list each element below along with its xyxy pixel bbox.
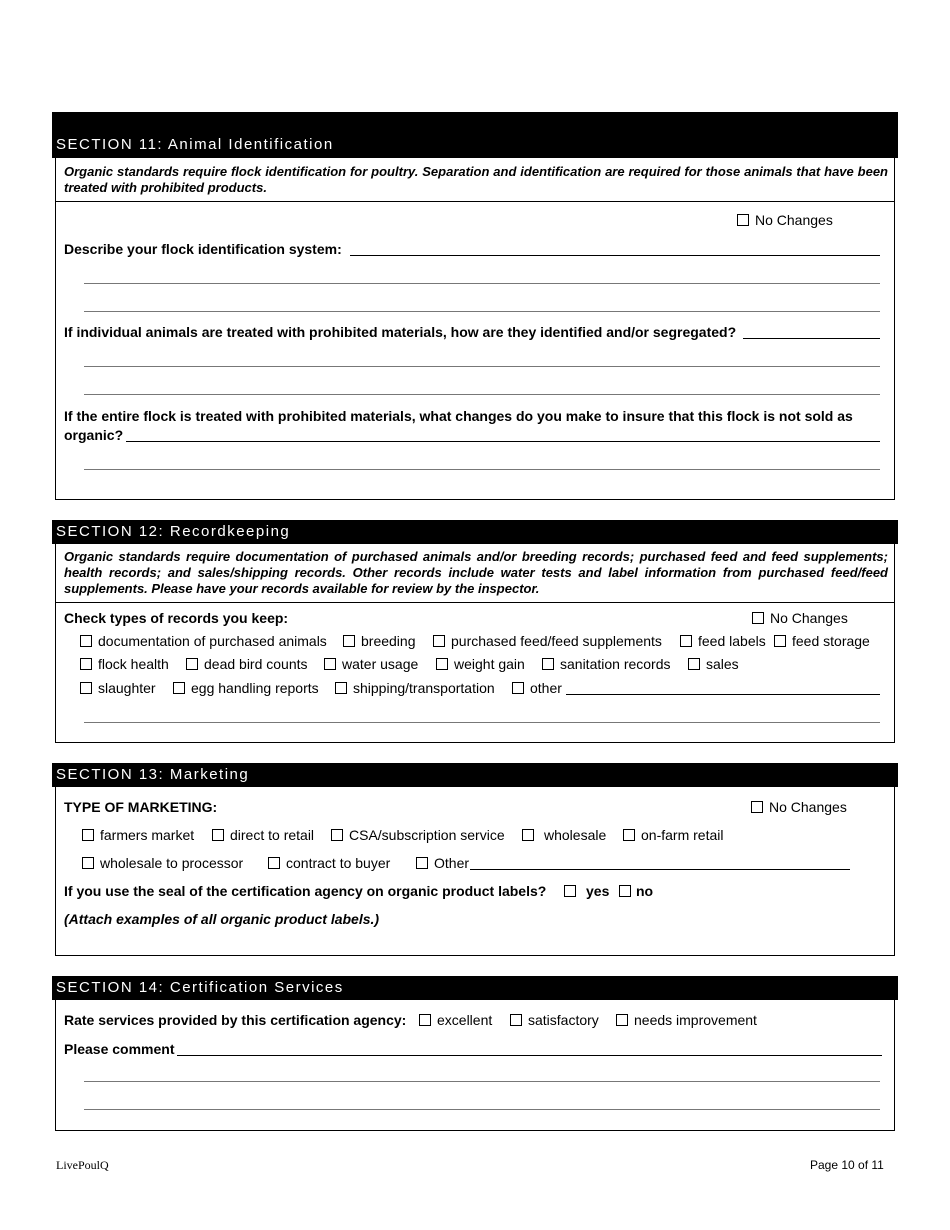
- section-14-header: [52, 976, 898, 1000]
- s12-cb-feed-storage[interactable]: [774, 635, 786, 647]
- s12-cb-flock-health[interactable]: [80, 658, 92, 670]
- section-13-title: SECTION 13: Marketing: [56, 766, 250, 783]
- footer-page-number: Page 10 of 11: [810, 1158, 884, 1172]
- s12-opt-feed-storage: feed storage: [792, 633, 870, 649]
- s14-rate-label: Rate services provided by this certification agency:: [64, 1012, 407, 1028]
- s12-opt-water-usage: water usage: [342, 656, 419, 672]
- s13-opt-farmers-market: farmers market: [100, 827, 195, 843]
- s12-cb-documentation[interactable]: [80, 635, 92, 647]
- s13-cb-farmers-market[interactable]: [82, 829, 94, 841]
- section-12-header: [52, 520, 898, 544]
- s13-cb-on-farm-retail[interactable]: [623, 829, 635, 841]
- section-11-title: SECTION 11: Animal Identification: [56, 136, 334, 153]
- s12-other-line[interactable]: [566, 694, 880, 695]
- s14-comment-line[interactable]: [177, 1055, 882, 1056]
- section-12-intro: Organic standards require documentation of purchased animals and/or breeding records; purchased feed and feed supplements; health records; and sales/shipping records. Other records include water tests and label information from purchased feed/feed supplements. Please have your records available for review by the inspector.: [64, 549, 888, 596]
- s14-comment-line-2[interactable]: [84, 1081, 880, 1082]
- section-11-header: [52, 112, 898, 158]
- section-14-title: SECTION 14: Certification Services: [56, 979, 344, 996]
- s11-no-changes-label: No Changes: [755, 212, 833, 228]
- s13-cb-wholesale[interactable]: [522, 829, 534, 841]
- s13-other-line[interactable]: [470, 869, 850, 870]
- s14-opt-needs-improvement: needs improvement: [634, 1012, 757, 1028]
- s13-cb-no[interactable]: [619, 885, 631, 897]
- section-12-divider: [56, 602, 894, 603]
- s13-cb-other[interactable]: [416, 857, 428, 869]
- s12-cb-sales[interactable]: [688, 658, 700, 670]
- s14-comment-label: Please comment: [64, 1041, 175, 1057]
- s11-q1-label: Describe your flock identification system:: [64, 241, 342, 257]
- s12-opt-sales: sales: [706, 656, 739, 672]
- s12-opt-purchased-feed: purchased feed/feed supplements: [451, 633, 662, 649]
- s13-opt-direct-to-retail: direct to retail: [230, 827, 315, 843]
- s12-cb-egg-handling[interactable]: [173, 682, 185, 694]
- s12-cb-sanitation-records[interactable]: [542, 658, 554, 670]
- s13-no-label: no: [636, 883, 654, 899]
- s11-q2-label: If individual animals are treated with prohibited materials, how are they identified and/or segregated?: [64, 324, 737, 340]
- s13-no-changes-label: No Changes: [769, 799, 847, 815]
- s12-no-changes-label: No Changes: [770, 610, 848, 626]
- s12-cb-feed-labels[interactable]: [680, 635, 692, 647]
- s11-q3-label-line2: organic?: [64, 427, 124, 443]
- s12-cb-water-usage[interactable]: [324, 658, 336, 670]
- s12-cb-slaughter[interactable]: [80, 682, 92, 694]
- s12-check-label: Check types of records you keep:: [64, 610, 289, 626]
- s13-no-changes-checkbox[interactable]: [751, 801, 763, 813]
- s12-no-changes-checkbox[interactable]: [752, 612, 764, 624]
- s13-cb-csa[interactable]: [331, 829, 343, 841]
- s12-cb-weight-gain[interactable]: [436, 658, 448, 670]
- s12-opt-documentation: documentation of purchased animals: [98, 633, 327, 649]
- footer-form-code: LivePoulQ: [56, 1158, 109, 1172]
- s13-opt-wholesale: wholesale: [544, 827, 607, 843]
- s12-cb-other[interactable]: [512, 682, 524, 694]
- section-11-divider: [56, 201, 894, 202]
- s12-cb-dead-bird-counts[interactable]: [186, 658, 198, 670]
- s14-cb-satisfactory[interactable]: [510, 1014, 522, 1026]
- s11-q3-answer-line[interactable]: [126, 441, 880, 442]
- s11-q2-answer-line[interactable]: [743, 338, 880, 339]
- s12-opt-weight-gain: weight gain: [454, 656, 525, 672]
- s13-opt-wholesale-processor: wholesale to processor: [100, 855, 244, 871]
- s11-q3-label-line1: If the entire flock is treated with prohibited materials, what changes do you make to insure that this flock is not sold as: [64, 408, 853, 424]
- s13-opt-on-farm-retail: on-farm retail: [641, 827, 724, 843]
- s13-cb-wholesale-processor[interactable]: [82, 857, 94, 869]
- s12-opt-feed-labels: feed labels: [698, 633, 766, 649]
- s13-cb-contract-buyer[interactable]: [268, 857, 280, 869]
- section-11-intro: Organic standards require flock identification for poultry. Separation and identification are required for those animals that have been treated with prohibited products.: [64, 164, 888, 195]
- s13-type-label: TYPE OF MARKETING:: [64, 799, 218, 815]
- s13-seal-question: If you use the seal of the certification agency on organic product labels?: [64, 883, 547, 899]
- s12-opt-slaughter: slaughter: [98, 680, 156, 696]
- s12-opt-sanitation-records: sanitation records: [560, 656, 671, 672]
- s14-opt-satisfactory: satisfactory: [528, 1012, 599, 1028]
- s14-opt-excellent: excellent: [437, 1012, 493, 1028]
- s14-cb-needs-improvement[interactable]: [616, 1014, 628, 1026]
- s12-opt-other: other: [530, 680, 562, 696]
- s11-q1-answer-line-2[interactable]: [84, 283, 880, 284]
- s12-opt-shipping: shipping/transportation: [353, 680, 495, 696]
- s12-cb-breeding[interactable]: [343, 635, 355, 647]
- s11-q3-answer-line-2[interactable]: [84, 469, 880, 470]
- section-13-header: [52, 763, 898, 787]
- s12-opt-dead-bird-counts: dead bird counts: [204, 656, 308, 672]
- s13-opt-contract-buyer: contract to buyer: [286, 855, 391, 871]
- s11-q1-answer-line-3[interactable]: [84, 311, 880, 312]
- s12-opt-flock-health: flock health: [98, 656, 169, 672]
- s11-q2-answer-line-2[interactable]: [84, 366, 880, 367]
- s11-q1-answer-line[interactable]: [350, 255, 880, 256]
- s12-cb-shipping[interactable]: [335, 682, 347, 694]
- section-12-title: SECTION 12: Recordkeeping: [56, 523, 291, 540]
- s12-cb-purchased-feed[interactable]: [433, 635, 445, 647]
- s13-opt-other: Other: [434, 855, 470, 871]
- s12-opt-breeding: breeding: [361, 633, 416, 649]
- s14-comment-line-3[interactable]: [84, 1109, 880, 1110]
- s11-q2-answer-line-3[interactable]: [84, 394, 880, 395]
- s13-cb-direct-to-retail[interactable]: [212, 829, 224, 841]
- s13-cb-yes[interactable]: [564, 885, 576, 897]
- s13-attach-note: (Attach examples of all organic product labels.): [64, 911, 380, 927]
- s12-extra-line[interactable]: [84, 722, 880, 723]
- s12-opt-egg-handling: egg handling reports: [191, 680, 319, 696]
- s11-no-changes-checkbox[interactable]: [737, 214, 749, 226]
- s13-yes-label: yes: [586, 883, 610, 899]
- s13-opt-csa: CSA/subscription service: [349, 827, 505, 843]
- s14-cb-excellent[interactable]: [419, 1014, 431, 1026]
